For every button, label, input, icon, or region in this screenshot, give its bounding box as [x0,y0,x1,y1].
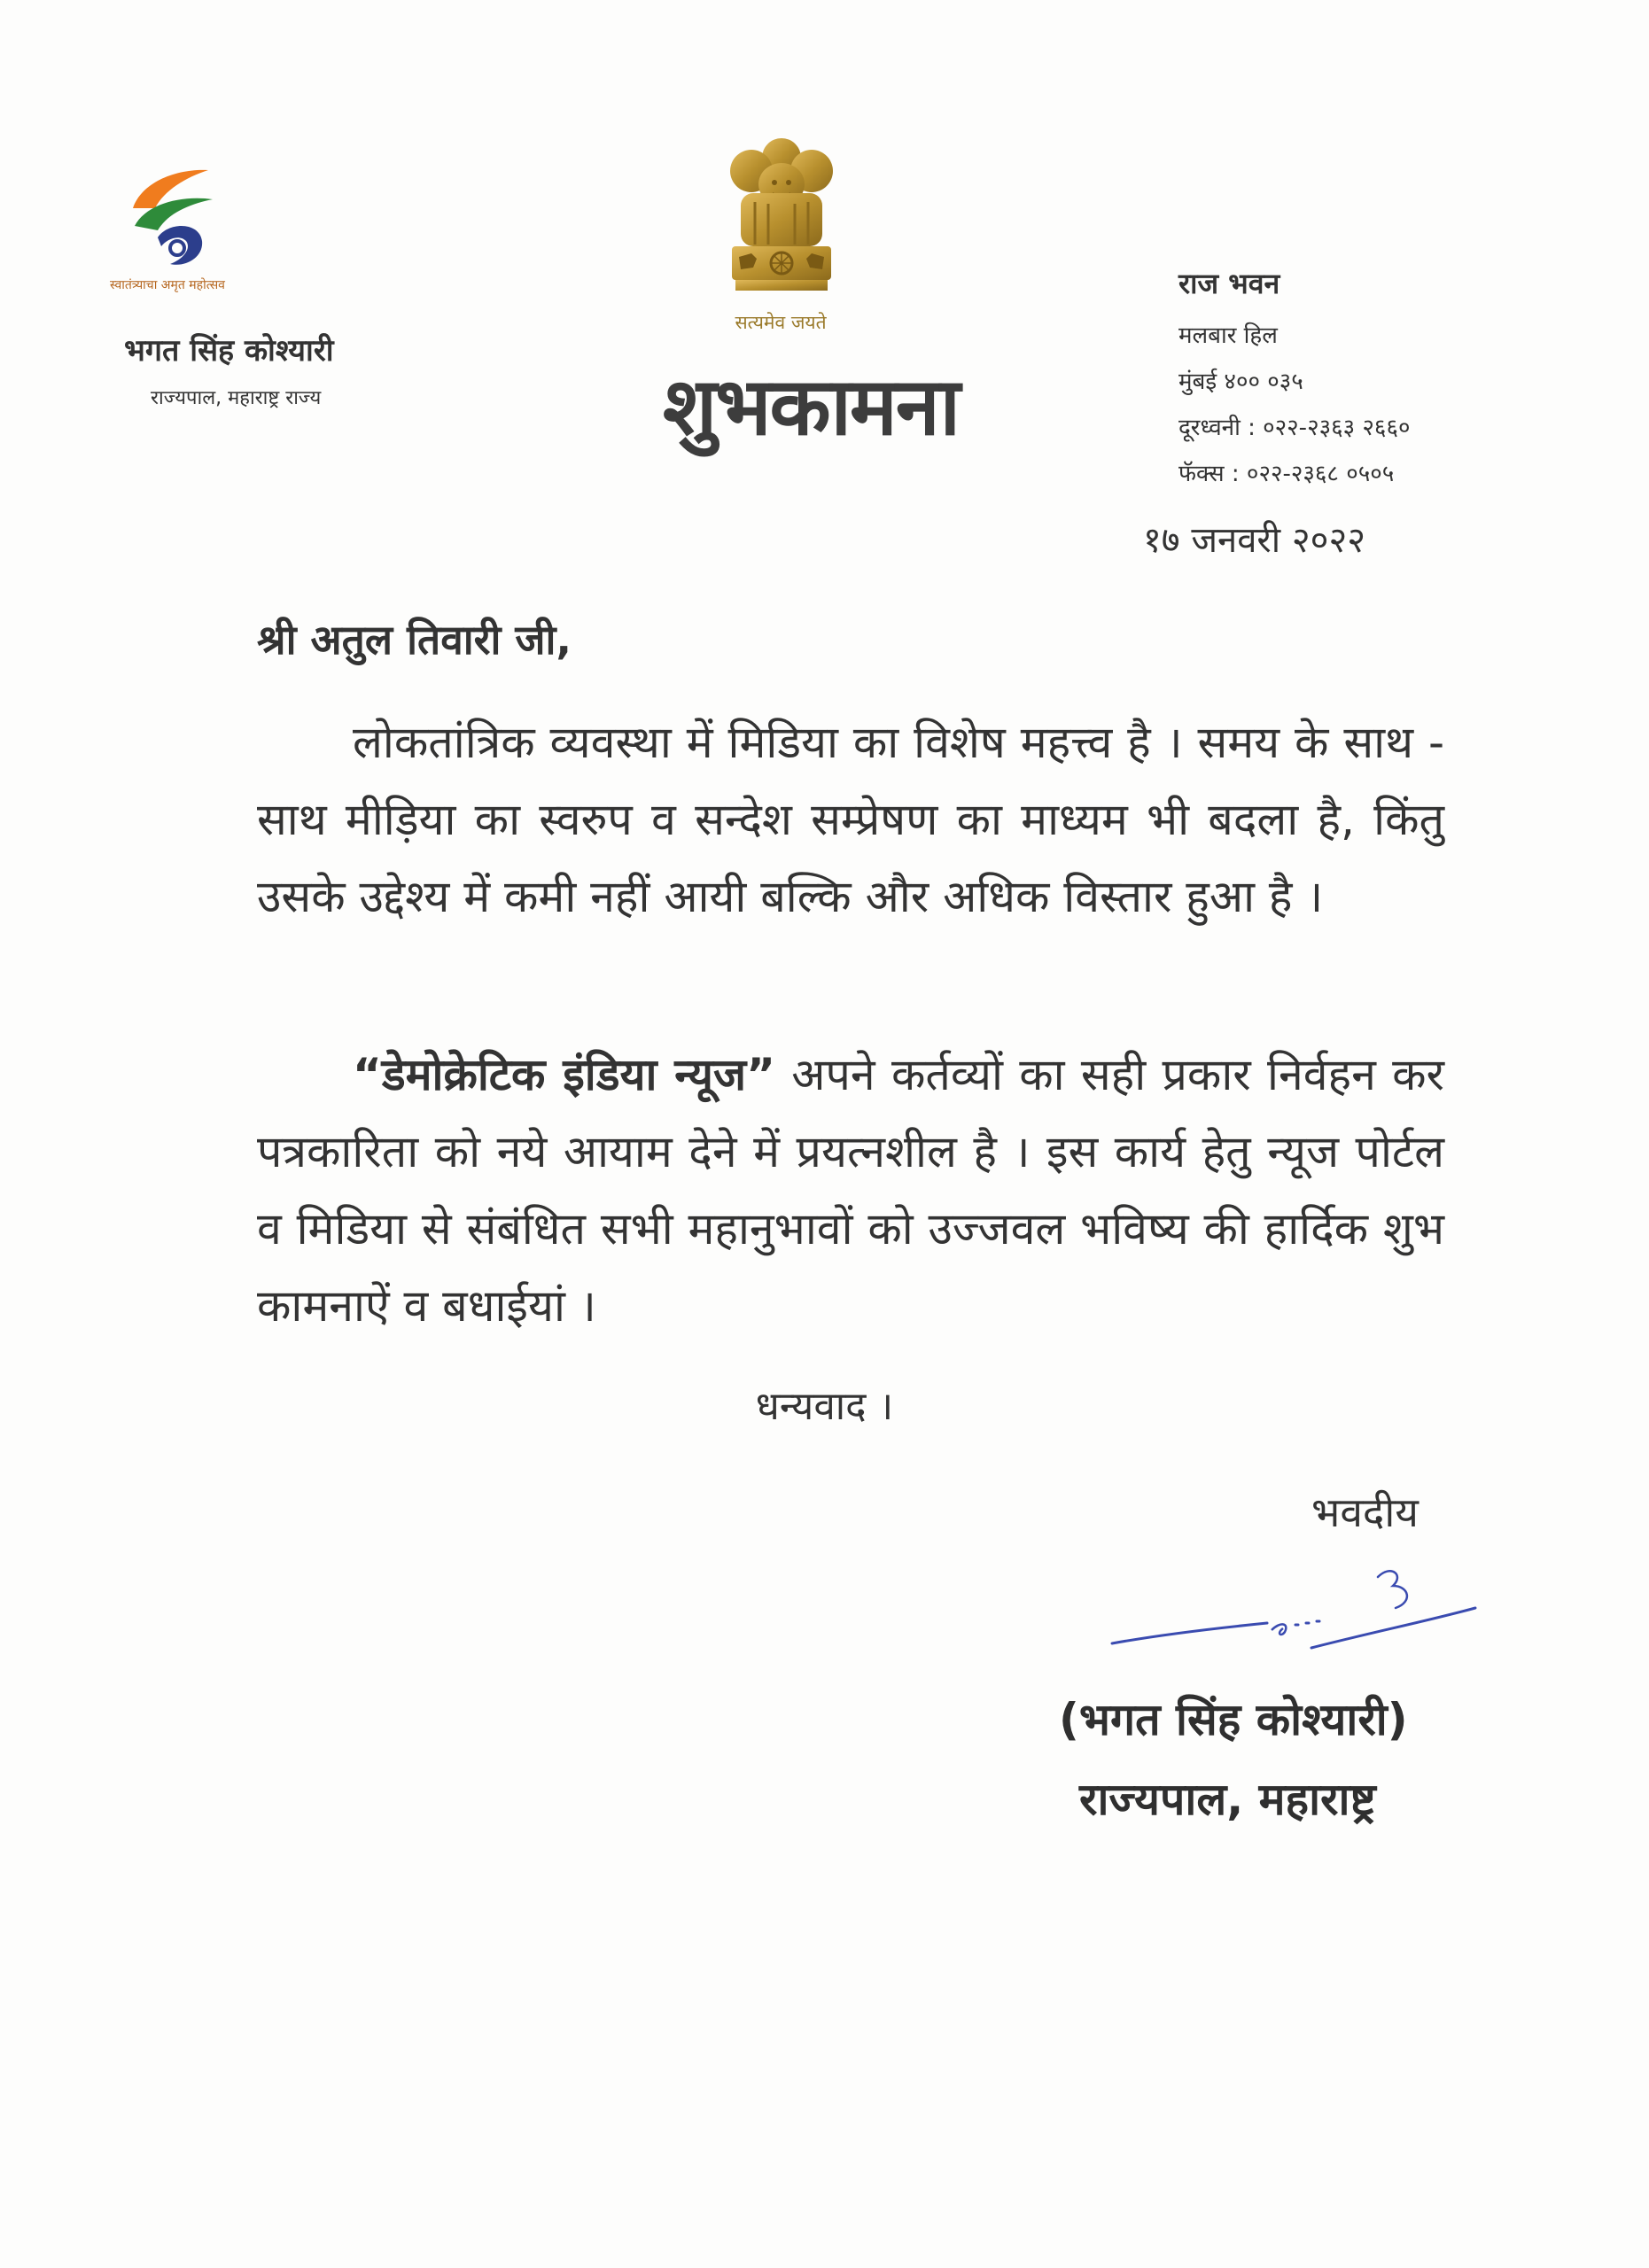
address-block [1178,264,1551,502]
page-heading: शुभकामना [663,361,959,454]
signatory-name: (भगत सिंह कोश्यारी) [1059,1694,1408,1745]
address-line-1: मलबार हिल [1178,322,1278,349]
azadi-tagline: स्वातंत्र्याचा अमृत महोत्सव [110,278,225,292]
paragraph-2-text: अपने कर्तव्यों का सही प्रकार निर्वहन कर पत्रकारिता को नये आयाम देने में प्रयत्नशील है । इस कार्य हेतु न्यूज पोर्टल व मिडिया से संबंधित सभी महानुभावों को उज्जवल भविष्य की हार्दिक शुभ कामनाऐं व बधाईयां । [257,1049,1445,1332]
address-fax: फॅक्स : ०२२-२३६८ ०५०५ [1178,461,1395,487]
paragraph-1: लोकतांत्रिक व्यवस्था में मिडिया का विशेष महत्त्व है । समय के साथ - साथ मीड़िया का स्वरुप व सन्देश सम्प्रेषण का माध्यम भी बदला है, किंतु उसके उद्देश्य में कमी नहीं आयी बल्कि और अधिक विस्तार हुआ है । [257,717,1444,922]
sender-name: भगत सिंह कोश्यारी [124,333,334,369]
paragraph-2 [257,1037,1444,1345]
sender-title: राज्यपाल, महाराष्ट्र राज्य [151,387,322,409]
letter-date: १७ जनवरी २०२२ [1143,520,1366,561]
address-title: राज भवन [1178,267,1280,300]
address-line-2: मुंबई ४०० ०३५ [1178,369,1303,395]
azadi-amrit-mahotsav-logo [115,159,230,275]
address-phone: दूरध्वनी : ०२२-२३६३ २६६० [1178,415,1411,441]
signature [1108,1559,1480,1666]
salutation: श्री अतुल तिवारी जी, [257,616,572,664]
emblem-motto: सत्यमेव जयते [735,312,827,333]
thanks-text: धन्यवाद । [755,1384,894,1429]
sender-header [106,159,425,410]
national-emblem-icon [719,131,844,308]
closing-text: भवदीय [1311,1488,1419,1536]
signatory-title: राज्यपाल, महाराष्ट्र [1079,1774,1376,1825]
organization-name: “डेमोक्रेटिक इंडिया न्यूज” [353,1049,775,1100]
